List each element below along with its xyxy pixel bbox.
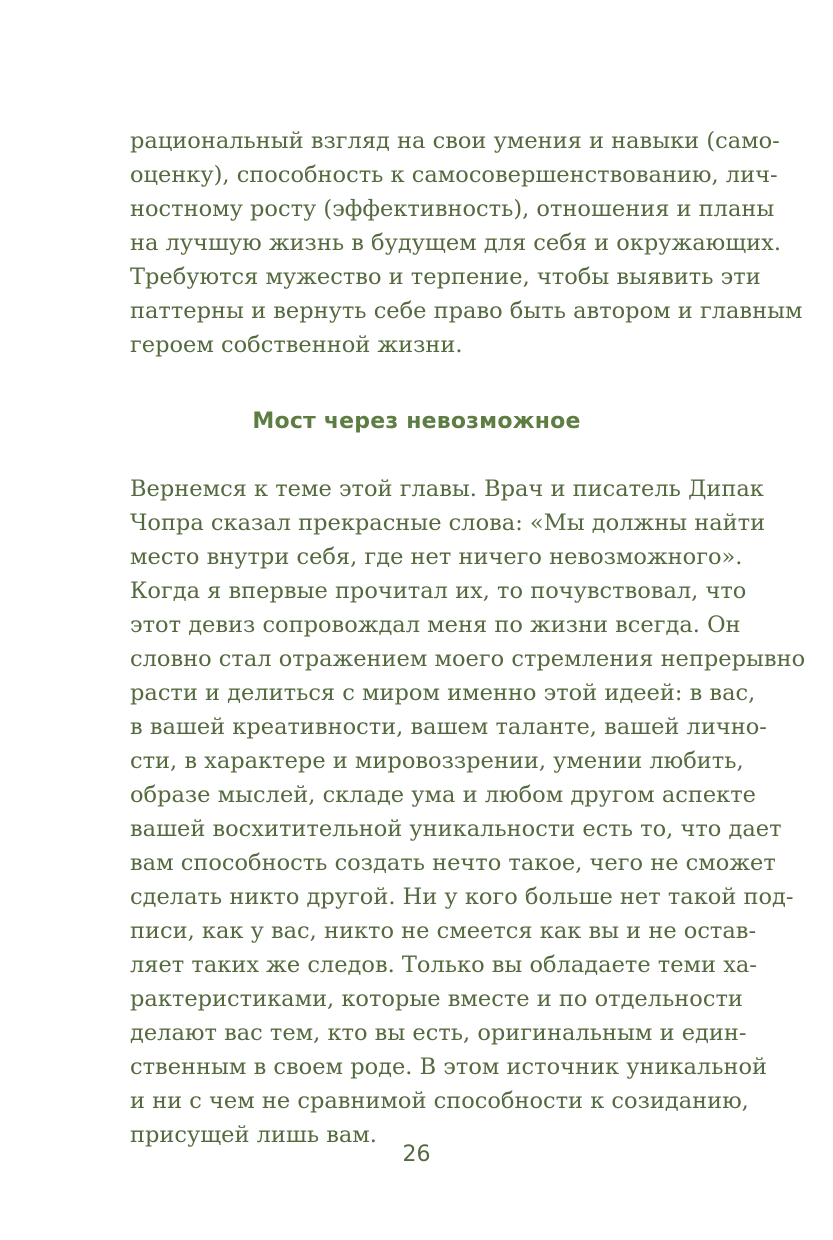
text-line: этот девиз сопровождал меня по жизни всегда. Он [130, 612, 741, 638]
text-line: сти, в характере и мировоззрении, умении любить, [130, 748, 744, 774]
text-line: героем собственной жизни. [130, 332, 463, 358]
text-line: паттерны и вернуть себе право быть автором и главным [130, 298, 803, 324]
text-line: рактеристиками, которые вместе и по отдельности [130, 986, 743, 1012]
text-line: рациональный взгляд на свои умения и навыки (само- [130, 128, 780, 154]
text-line: ственным в своем роде. В этом источник уникальной [130, 1054, 768, 1080]
page-number: 26 [402, 1142, 431, 1167]
text-line: ностному росту (эффективность), отношения и планы [130, 196, 775, 222]
text-line: делают вас тем, кто вы есть, оригинальным и един- [130, 1020, 747, 1046]
text-line: оценку), способность к самосовершенствованию, лич- [130, 162, 778, 188]
text-line: словно стал отражением моего стремления непрерывно [130, 646, 806, 672]
text-line: Вернемся к теме этой главы. Врач и писатель Дипак [130, 476, 764, 502]
text-line: место внутри себя, где нет ничего невозможного». [130, 544, 743, 570]
text-line: Когда я впервые прочитал их, то почувствовал, что [130, 578, 747, 604]
text-line: и ни с чем не сравнимой способности к созиданию, [130, 1088, 749, 1114]
text-line: ляет таких же следов. Только вы обладаете теми ха- [130, 952, 757, 978]
top-paragraph [130, 124, 803, 362]
main-paragraph [130, 472, 806, 1152]
text-line: сделать никто другой. Ни у кого больше нет такой под- [130, 884, 794, 910]
text-line: писи, как у вас, никто не смеется как вы и не остав- [130, 918, 757, 944]
text-line: расти и делиться с миром именно этой идеей: в вас, [130, 680, 756, 706]
text-line: образе мыслей, складе ума и любом другом аспекте [130, 782, 756, 808]
text-line: вам способность создать нечто такое, чего не сможет [130, 850, 776, 876]
text-line: на лучшую жизнь в будущем для себя и окружающих. [130, 230, 781, 256]
text-line: присущей лишь вам. [130, 1122, 377, 1148]
text-line: Требуются мужество и терпение, чтобы выявить эти [130, 264, 761, 290]
text-line: в вашей креативности, вашем таланте, вашей лично- [130, 714, 767, 740]
section-heading: Мост через невозможное [252, 409, 581, 434]
text-line: Чопра сказал прекрасные слова: «Мы должны найти [130, 510, 766, 536]
text-line: вашей восхитительной уникальности есть то, что дает [130, 816, 782, 842]
